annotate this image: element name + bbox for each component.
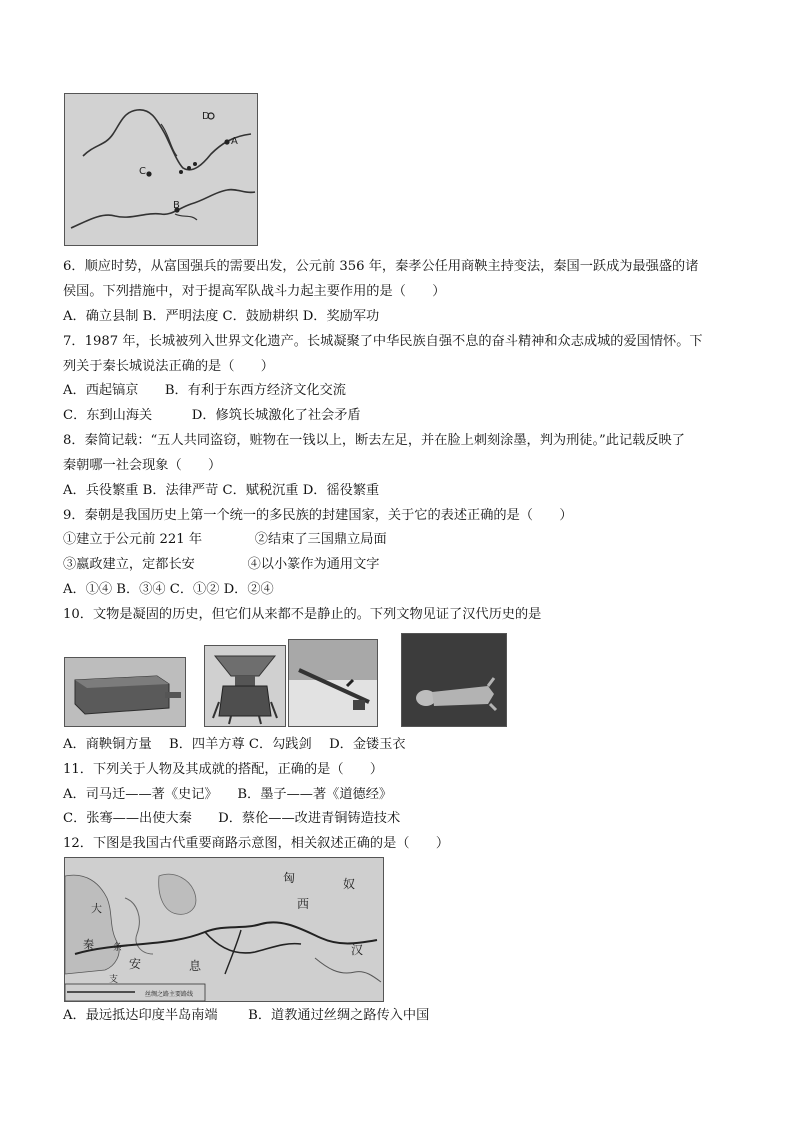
q9-items-line2: ③嬴政建立，定都长安 ④以小篆作为通用文字 bbox=[63, 557, 380, 572]
map2-label-an: 安 bbox=[129, 957, 142, 971]
map2-label-xi2: 息 bbox=[189, 959, 202, 973]
artifact-jade-burial-suit-image bbox=[401, 633, 507, 727]
q12-options: A．最远抵达印度半岛南端 B．道教通过丝绸之路传入中国 bbox=[63, 1008, 430, 1023]
q7-options-line2: C．东到山海关 D．修筑长城激化了社会矛盾 bbox=[63, 408, 361, 423]
map2-label-xi: 西 bbox=[297, 897, 310, 911]
artifact-four-ram-zun-image bbox=[204, 645, 286, 727]
q8-stem-line1: 8．秦简记载：“五人共同盗窃，赃物在一钱以上，断去左足，并在脸上刺刻涂墨，判为刑徒。”此记载反映了 bbox=[63, 433, 685, 448]
map2-label-han: 汉 bbox=[351, 943, 364, 957]
q6-stem-line2: 侯国。下列措施中，对于提高军队战斗力起主要作用的是（ ） bbox=[63, 284, 446, 299]
q9-options: A．①④ B．③④ C．①② D．②④ bbox=[63, 582, 274, 597]
q11-options-line2: C．张骞——出使大秦 D．蔡伦——改进青铜铸造技术 bbox=[63, 811, 401, 826]
map-label-d: D bbox=[202, 111, 210, 122]
q7-options-line1: A．西起镐京 B．有利于东西方经济文化交流 bbox=[63, 383, 346, 398]
q11-options-line1: A．司马迁——著《史记》 B．墨子——著《道德经》 bbox=[63, 787, 393, 802]
map2-label-da: 大 bbox=[91, 902, 102, 915]
map-figure-q5 bbox=[64, 93, 258, 246]
artifact-bronze-measure-image bbox=[64, 657, 186, 727]
q6-options: A．确立县制 B．严明法度 C．鼓励耕织 D．奖励军功 bbox=[63, 309, 380, 324]
artifact-goujian-sword-image bbox=[288, 639, 378, 727]
q9-stem: 9．秦朝是我国历史上第一个统一的多民族的封建国家，关于它的表述正确的是（ ） bbox=[63, 508, 573, 523]
q7-stem-line2: 列关于秦长城说法正确的是（ ） bbox=[63, 359, 274, 374]
q7-stem-line1: 7．1987 年，长城被列入世界文化遗产。长城凝聚了中华民族自强不息的奋斗精神和众志成城的爱国情怀。下 bbox=[63, 334, 703, 349]
map2-label-xiongnu-1: 匈 bbox=[283, 871, 296, 885]
q10-options: A．商鞅铜方量 B．四羊方尊 C．勾践剑 D．金镂玉衣 bbox=[63, 737, 406, 752]
map2-label-tiao: 条 bbox=[113, 943, 123, 953]
q9-items-line1: ①建立于公元前 221 年 ②结束了三国鼎立局面 bbox=[63, 532, 387, 547]
map2-label-zhi: 支 bbox=[109, 975, 119, 985]
q8-options: A．兵役繁重 B．法律严苛 C．赋税沉重 D．徭役繁重 bbox=[63, 483, 380, 498]
q6-stem-line1: 6．顺应时势，从富国强兵的需要出发，公元前 356 年，秦孝公任用商鞅主持变法，秦国一跃成为最强盛的诸 bbox=[63, 259, 699, 274]
map-label-a: A bbox=[231, 136, 238, 147]
q12-stem: 12．下图是我国古代重要商路示意图，相关叙述正确的是（ ） bbox=[63, 836, 450, 851]
map-label-b: B bbox=[173, 200, 180, 211]
silk-road-map-figure bbox=[64, 857, 384, 1002]
map2-legend-label: 丝绸之路主要路线 bbox=[145, 991, 194, 998]
map2-label-xiongnu-2: 奴 bbox=[343, 877, 356, 891]
map-label-c: C bbox=[139, 166, 146, 177]
q10-stem: 10．文物是凝固的历史，但它们从来都不是静止的。下列文物见证了汉代历史的是 bbox=[63, 607, 542, 622]
map2-label-qin: 秦 bbox=[83, 938, 94, 951]
q8-stem-line2: 秦朝哪一社会现象（ ） bbox=[63, 458, 222, 473]
q11-stem: 11．下列关于人物及其成就的搭配，正确的是（ ） bbox=[63, 762, 384, 777]
